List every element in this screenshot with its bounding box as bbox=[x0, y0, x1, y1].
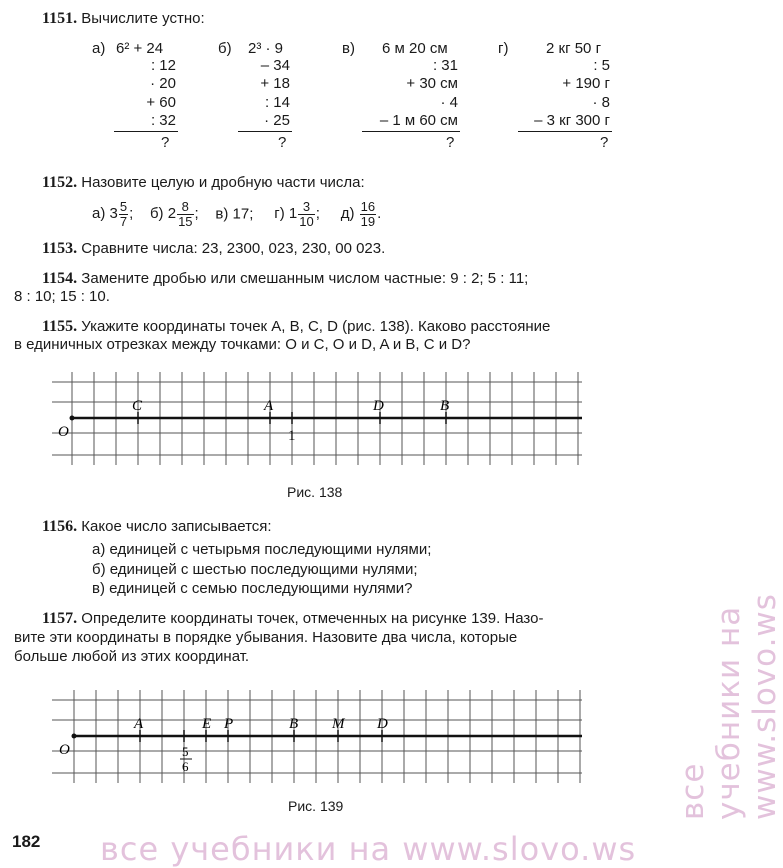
item-a: а) 3 $\frac{5}{7}$ ; bbox=[92, 199, 134, 229]
exercise-1157-line2: вите эти координаты в порядке убывания. Назовите два числа, которые bbox=[14, 629, 518, 646]
fraction-denominator: 6 bbox=[182, 759, 189, 774]
column-d-rule bbox=[518, 131, 612, 132]
column-b-line5: · 25 bbox=[264, 112, 290, 129]
figure-138-caption: Рис. 138 bbox=[287, 484, 343, 500]
point-a-label: A bbox=[134, 716, 144, 732]
list-item: а) единицей с четырьмя последующими нулями; bbox=[92, 541, 432, 558]
column-a-rule bbox=[114, 131, 178, 132]
bottom-watermark: все учебники на www.slovo.ws bbox=[100, 830, 637, 868]
exercise-1156-header bbox=[42, 518, 272, 536]
exercise-1154-line1 bbox=[42, 270, 528, 288]
exercise-text: Укажите координаты точек A, B, C, D (рис. 138). Каково расстояние bbox=[81, 318, 551, 335]
column-c-line2: : 31 bbox=[432, 57, 458, 74]
column-c-answer: ? bbox=[446, 134, 455, 151]
column-a-line2: : 12 bbox=[150, 57, 176, 74]
figure-138-number-line bbox=[52, 370, 592, 468]
page-number: 182 bbox=[12, 832, 41, 851]
origin-point bbox=[70, 416, 75, 421]
point-e-label: E bbox=[202, 716, 212, 732]
origin-label: O bbox=[59, 742, 70, 758]
column-b-label: б) bbox=[218, 40, 232, 57]
point-a-label: A bbox=[264, 398, 274, 414]
exercise-number: 1156. bbox=[42, 518, 78, 535]
column-c-line4: · 4 bbox=[440, 94, 458, 111]
point-c-label: C bbox=[132, 398, 143, 414]
figure-139-caption: Рис. 139 bbox=[288, 798, 344, 814]
exercise-number: 1157. bbox=[42, 610, 78, 627]
column-b-rule bbox=[238, 131, 292, 132]
exercise-text: Определите координаты точек, отмеченных на рисунке 139. Назо- bbox=[81, 610, 544, 627]
column-d-line3: + 190 г bbox=[562, 75, 610, 92]
column-d-line5: – 3 кг 300 г bbox=[534, 112, 610, 129]
column-a-answer: ? bbox=[161, 134, 170, 151]
fraction: $\frac{8}{15}$ bbox=[178, 199, 193, 229]
exercise-prompt: Назовите целую и дробную части числа: bbox=[81, 174, 365, 191]
point-d-label: D bbox=[377, 716, 388, 732]
exercise-number: 1154. bbox=[42, 270, 78, 287]
column-d-label: г) bbox=[498, 40, 509, 57]
column-a-line5: : 32 bbox=[150, 112, 176, 129]
figure-139-number-line bbox=[52, 688, 592, 786]
point-b-label: B bbox=[289, 716, 299, 732]
point-p-label: P bbox=[224, 716, 234, 732]
exercise-1157-line1 bbox=[42, 610, 543, 628]
column-b-line4: : 14 bbox=[264, 94, 290, 111]
point-d-label: D bbox=[373, 398, 384, 414]
exercise-text: Сравните числа: 23, 2300, 023, 230, 00 023. bbox=[81, 240, 386, 257]
column-b-answer: ? bbox=[278, 134, 287, 151]
exercise-1151-header bbox=[42, 10, 205, 28]
exercise-1152-header bbox=[42, 174, 365, 192]
item-d: г) 1 $\frac{3}{10}$ ; bbox=[274, 199, 320, 229]
column-b-line3: + 18 bbox=[260, 75, 290, 92]
column-d-line1: 2 кг 50 г bbox=[546, 40, 602, 57]
fraction: $\frac{16}{19}$ bbox=[360, 199, 376, 229]
exercise-number: 1155. bbox=[42, 318, 78, 335]
column-d-answer: ? bbox=[600, 134, 609, 151]
exercise-1157-line3: больше любой из этих координат. bbox=[14, 648, 250, 665]
column-d-line4: · 8 bbox=[592, 94, 610, 111]
item-e: д) $\frac{16}{19}$ . bbox=[340, 199, 382, 229]
fraction: $\frac{3}{10}$ bbox=[299, 199, 314, 229]
point-m-label: M bbox=[332, 716, 345, 732]
column-c-label: в) bbox=[342, 40, 355, 57]
column-c-line1: 6 м 20 см bbox=[382, 40, 448, 57]
exercise-1154-line2: 8 : 10; 15 : 10. bbox=[14, 288, 110, 305]
fraction: $\frac{5}{7}$ bbox=[119, 199, 128, 229]
exercise-prompt: Вычислите устно: bbox=[81, 10, 205, 27]
origin-label: O bbox=[58, 424, 69, 440]
fraction-numerator: 5 bbox=[182, 744, 189, 759]
unit-label: 1 bbox=[288, 428, 296, 444]
exercise-1152-items bbox=[92, 200, 381, 229]
column-a-label: а) bbox=[92, 40, 106, 57]
point-b-label: B bbox=[440, 398, 450, 414]
exercise-number: 1153. bbox=[42, 240, 78, 257]
origin-point bbox=[72, 734, 77, 739]
item-b: б) 2 $\frac{8}{15}$ ; bbox=[149, 199, 199, 229]
exercise-prompt: Какое число записывается: bbox=[81, 518, 272, 535]
column-c-line5: – 1 м 60 см bbox=[379, 112, 458, 129]
column-b-line2: – 34 bbox=[260, 57, 290, 74]
exercise-1153 bbox=[42, 240, 385, 258]
side-watermark: все учебники на www.slovo.ws bbox=[675, 593, 783, 820]
exercise-text: Замените дробью или смешанным числом частные: 9 : 2; 5 : 11; bbox=[81, 270, 529, 287]
exercise-number: 1151. bbox=[42, 10, 78, 27]
column-a-line1: 6² + 24 bbox=[116, 40, 164, 57]
column-c-line3: + 30 см bbox=[406, 75, 458, 92]
column-d-line2: : 5 bbox=[593, 57, 610, 74]
column-a-line3: · 20 bbox=[150, 75, 176, 92]
exercise-1155-line1 bbox=[42, 318, 550, 336]
column-c-rule bbox=[362, 131, 460, 132]
item-c: в) 17; bbox=[215, 205, 254, 223]
exercise-1155-line2: в единичных отрезках между точками: O и C, O и D, A и B, C и D? bbox=[14, 336, 471, 353]
exercise-number: 1152. bbox=[42, 174, 78, 191]
list-item: б) единицей с шестью последующими нулями; bbox=[92, 561, 418, 578]
column-b-line1: 2³ · 9 bbox=[248, 40, 284, 57]
column-a-line4: + 60 bbox=[146, 94, 176, 111]
list-item: в) единицей с семью последующими нулями? bbox=[92, 580, 413, 597]
